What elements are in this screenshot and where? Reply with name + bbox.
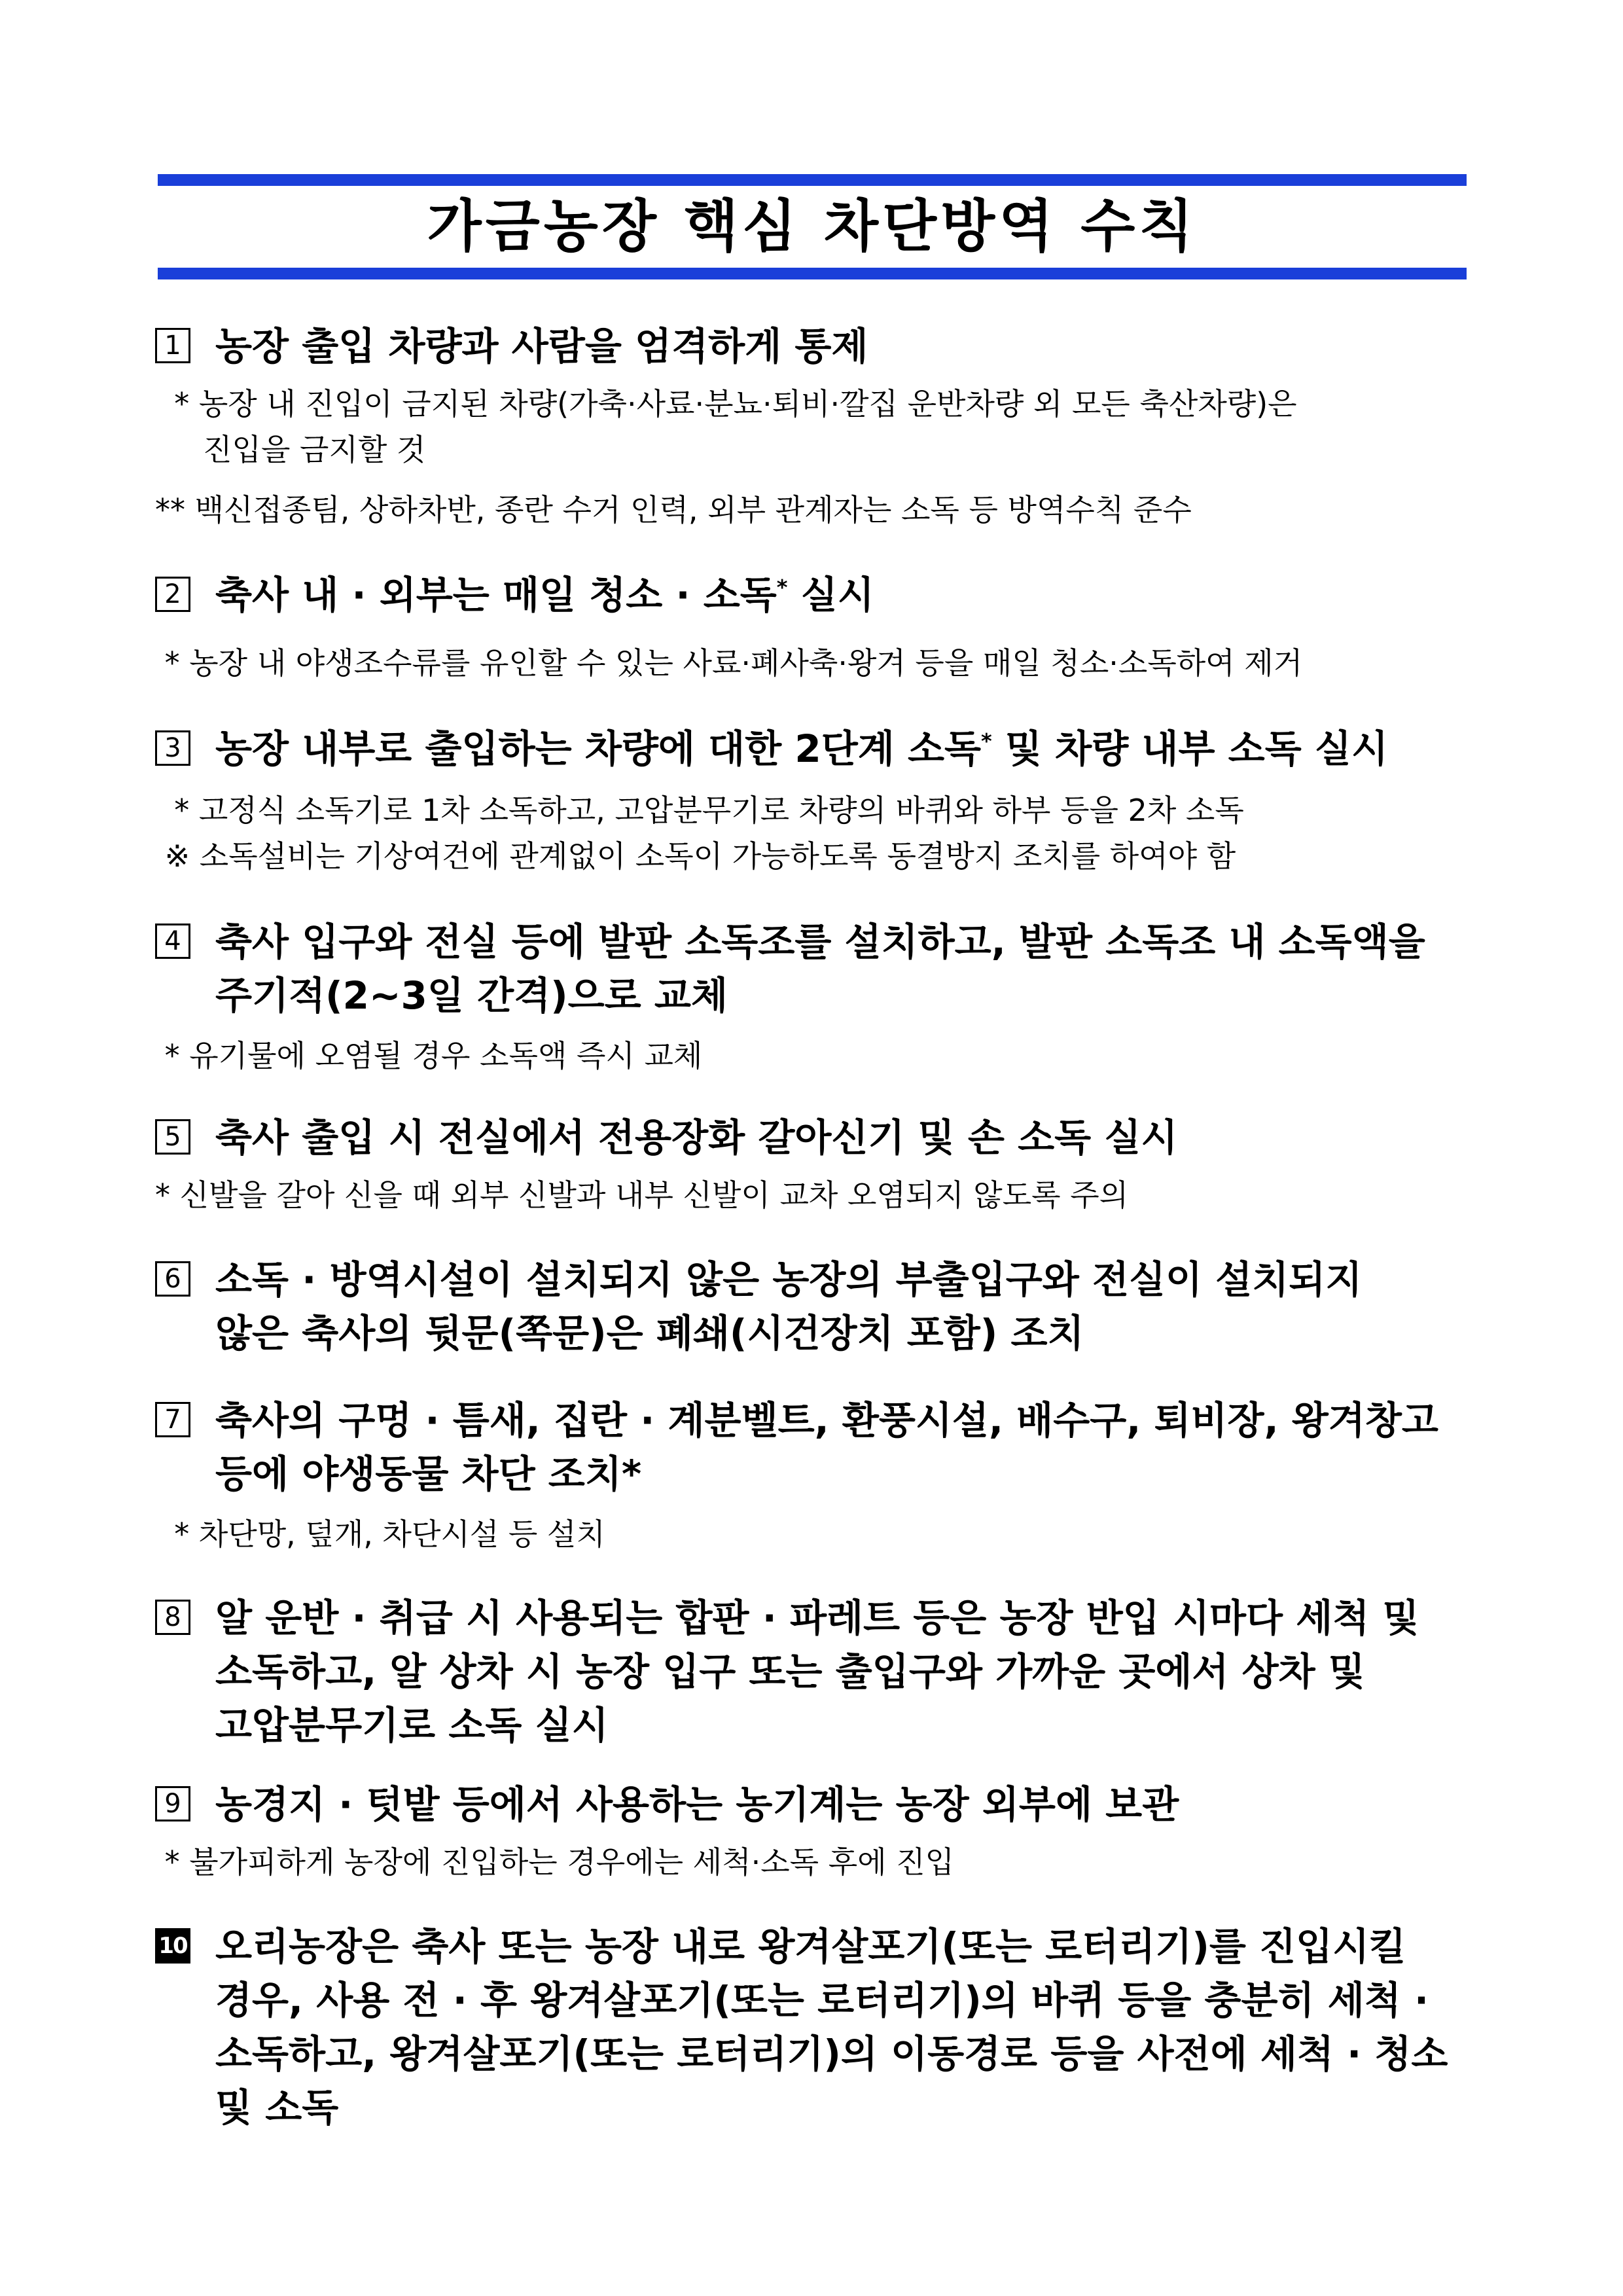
rule-3-heading: 3 농장 내부로 출입하는 차량에 대한 2단계 소독* 및 차량 내부 소독 실시 <box>155 722 1471 776</box>
rule-7-number: 7 <box>155 1402 190 1437</box>
rule-3-number: 3 <box>155 730 190 766</box>
rule-4-note: * 유기물에 오염될 경우 소독액 즉시 교체 <box>155 1038 703 1073</box>
document-title: 가금농장 핵심 차단방역 수칙 <box>427 194 1198 259</box>
rule-1-note: 진입을 금지할 것 <box>155 432 426 467</box>
rule-7-note: * 차단망, 덮개, 차단시설 등 설치 <box>155 1516 605 1552</box>
rule-9 <box>155 1778 1471 1885</box>
rule-5-note: * 신발을 갈아 신을 때 외부 신발과 내부 신발이 교차 오염되지 않도록 주의 <box>155 1177 1129 1213</box>
rule-6 <box>155 1253 1471 1360</box>
rule-3-note: ※ 소독설비는 기상여건에 관계없이 소독이 가능하도록 동결방지 조치를 하여야 함 <box>155 838 1236 874</box>
rule-10-number: 10 <box>155 1928 190 1964</box>
rule-5 <box>155 1111 1471 1218</box>
rule-3 <box>155 722 1471 879</box>
rule-1-note: ** 백신접종팀, 상하차반, 종란 수거 인력, 외부 관계자는 소독 등 방역수칙 준수 <box>155 492 1192 528</box>
rule-7-heading: 7 축사의 구멍 · 틈새, 집란 · 계분벨트, 환풍시설, 배수구, 퇴비장, 왕겨창고 등에 야생동물 차단 조치* <box>155 1393 1471 1501</box>
rule-4-heading: 4 축사 입구와 전실 등에 발판 소독조를 설치하고, 발판 소독조 내 소독액을 주기적(2~3일 간격)으로 교체 <box>155 915 1471 1022</box>
rule-1 <box>155 319 1471 533</box>
rule-2 <box>155 568 1471 686</box>
rule-6-number: 6 <box>155 1261 190 1297</box>
rule-2-number: 2 <box>155 577 190 612</box>
rule-9-note: * 불가피하게 농장에 진입하는 경우에는 세척·소독 후에 진입 <box>155 1844 955 1880</box>
rule-4 <box>155 915 1471 1079</box>
rule-2-heading: 2 축사 내 · 외부는 매일 청소 · 소독* 실시 <box>155 568 1471 622</box>
rule-3-note: * 고정식 소독기로 1차 소독하고, 고압분무기로 차량의 바퀴와 하부 등을 2차 소독 <box>155 793 1244 828</box>
rule-1-note: * 농장 내 진입이 금지된 차량(가축·사료·분뇨·퇴비·깔집 운반차량 외 모든 축산차량)은 <box>155 386 1297 422</box>
rule-8 <box>155 1591 1471 1752</box>
rule-1-number: 1 <box>155 328 190 363</box>
rule-9-heading: 9 농경지 · 텃밭 등에서 사용하는 농기계는 농장 외부에 보관 <box>155 1778 1471 1831</box>
rule-7 <box>155 1393 1471 1557</box>
rule-10-heading: 10 오리농장은 축사 또는 농장 내로 왕겨살포기(또는 로터리기)를 진입시킬 경우, 사용 전 · 후 왕겨살포기(또는 로터리기)의 바퀴 등을 충분히 세척 · 소독하고, 왕겨살포기(또는 로터리기)의 이동경로 등을 사전에 세척 · 청소 및 소독 <box>155 1920 1471 2134</box>
rule-5-number: 5 <box>155 1119 190 1155</box>
rule-10 <box>155 1920 1471 2134</box>
rule-5-heading: 5 축사 출입 시 전실에서 전용장화 갈아신기 및 손 소독 실시 <box>155 1111 1471 1164</box>
rule-8-heading: 8 알 운반 · 취급 시 사용되는 합판 · 파레트 등은 농장 반입 시마다 세척 및 소독하고, 알 상차 시 농장 입구 또는 출입구와 가까운 곳에서 상차 및 고압분무기로 소독 실시 <box>155 1591 1471 1752</box>
rule-8-number: 8 <box>155 1600 190 1635</box>
rule-4-number: 4 <box>155 924 190 959</box>
title-top-rule <box>158 174 1467 186</box>
rule-6-heading: 6 소독 · 방역시설이 설치되지 않은 농장의 부출입구와 전실이 설치되지 않은 축사의 뒷문(쪽문)은 폐쇄(시건장치 포함) 조치 <box>155 1253 1471 1360</box>
rule-1-heading: 1 농장 출입 차량과 사람을 엄격하게 통제 <box>155 319 1471 373</box>
rule-2-note: * 농장 내 야생조수류를 유인할 수 있는 사료·폐사축·왕겨 등을 매일 청소·소독하여 제거 <box>155 645 1303 681</box>
rule-9-number: 9 <box>155 1786 190 1821</box>
title-bottom-rule <box>158 268 1467 279</box>
